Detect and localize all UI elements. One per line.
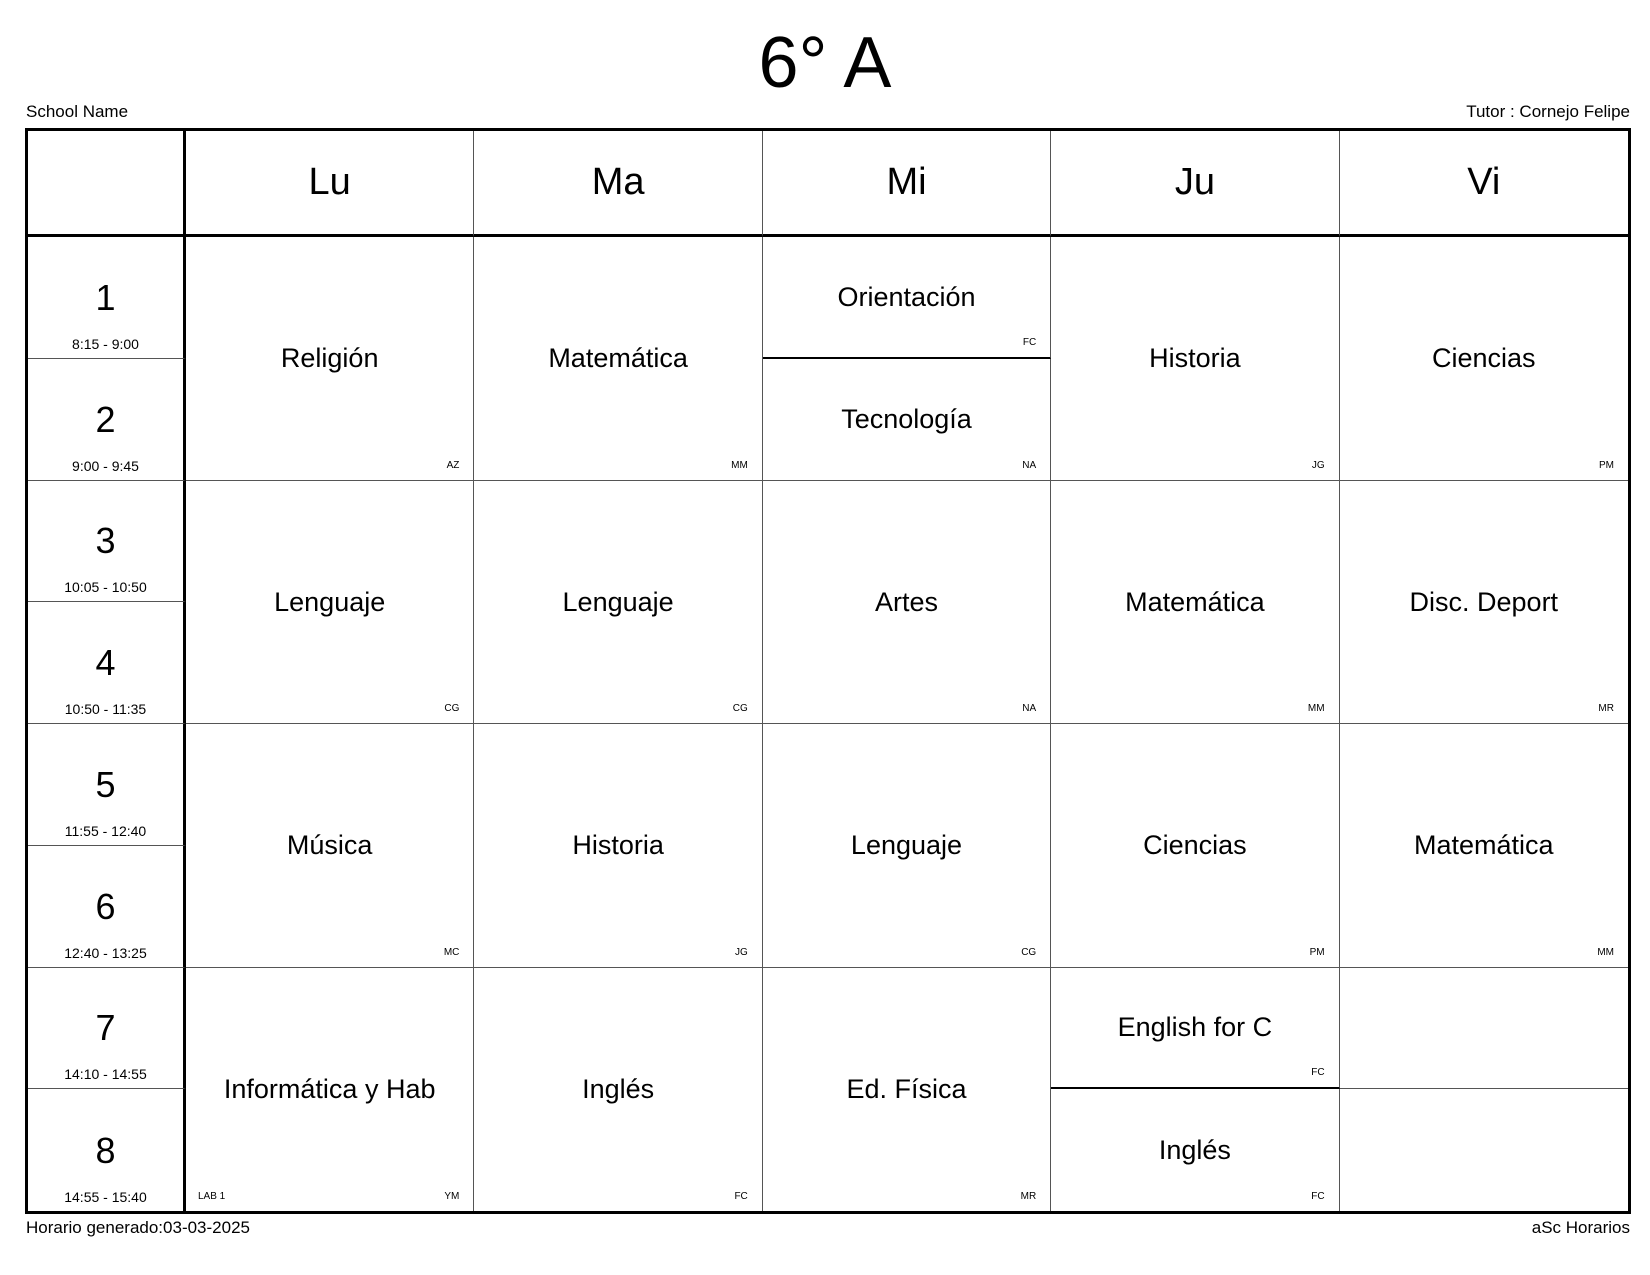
- software-credit: aSc Horarios: [1531, 1218, 1630, 1237]
- teacher-code: MC: [443, 946, 460, 958]
- period-time: 11:55 - 12:40: [64, 822, 147, 839]
- subject-name: Ciencias: [1432, 343, 1536, 374]
- lesson-cell[interactable]: [1051, 724, 1339, 968]
- period-number: 7: [95, 1007, 116, 1049]
- teacher-code: CG: [732, 703, 748, 714]
- subject-name: Lenguaje: [274, 586, 386, 617]
- period-cell: [28, 237, 186, 359]
- subject-name: Religión: [280, 343, 379, 374]
- period-number: 8: [95, 1130, 116, 1171]
- period-cell: [28, 1089, 186, 1211]
- period-time: 14:55 - 15:40: [64, 1189, 147, 1205]
- lesson-cell[interactable]: [186, 481, 474, 725]
- subject-name: Tecnología: [841, 404, 972, 435]
- lesson-cell[interactable]: [763, 359, 1051, 481]
- teacher-code: NA: [1022, 459, 1037, 471]
- period-cell: [28, 359, 186, 481]
- teacher-code: MR: [1598, 703, 1614, 714]
- empty-slot[interactable]: [1340, 1089, 1628, 1211]
- teacher-code: FC: [1311, 1067, 1325, 1079]
- lesson-cell[interactable]: [186, 724, 474, 968]
- period-cell: [28, 724, 186, 846]
- subject-name: Historia: [1149, 343, 1241, 374]
- subject-name: Informática y Hab: [223, 1074, 436, 1105]
- page-title: 6° A: [758, 23, 892, 103]
- teacher-code: FC: [734, 1191, 748, 1202]
- period-time: 14:10 - 14:55: [64, 1066, 147, 1083]
- lesson-cell[interactable]: [1051, 968, 1339, 1090]
- subject-name: Música: [286, 830, 373, 861]
- day-header: Lu: [186, 131, 474, 237]
- timetable-grid: [25, 128, 1631, 1214]
- subject-name: Ed. Física: [846, 1074, 967, 1105]
- subject-name: Inglés: [1158, 1135, 1231, 1166]
- lesson-cell[interactable]: [1340, 481, 1628, 725]
- teacher-code: PM: [1598, 459, 1614, 471]
- lesson-cell[interactable]: [186, 237, 474, 481]
- period-time: 12:40 - 13:25: [64, 944, 147, 961]
- period-time: 10:50 - 11:35: [64, 701, 147, 717]
- subject-name: Historia: [572, 830, 664, 861]
- period-cell: [28, 846, 186, 968]
- teacher-code: PM: [1309, 946, 1325, 958]
- empty-slot[interactable]: [1340, 968, 1628, 1090]
- teacher-code: MM: [1597, 946, 1614, 958]
- subject-name: Orientación: [837, 281, 976, 312]
- lesson-cell[interactable]: [474, 237, 762, 481]
- subject-name: English for C: [1117, 1012, 1273, 1043]
- teacher-code: JG: [735, 946, 748, 958]
- lesson-cell[interactable]: [474, 968, 762, 1212]
- subject-name: Lenguaje: [850, 830, 963, 861]
- subject-name: Matemática: [1414, 830, 1554, 861]
- lesson-cell[interactable]: [1051, 1089, 1339, 1211]
- day-header: Ma: [474, 131, 762, 237]
- teacher-code: JG: [1311, 459, 1325, 471]
- generated-date: Horario generado:03-03-2025: [26, 1218, 250, 1237]
- period-time: 9:00 - 9:45: [72, 457, 139, 474]
- teacher-code: FC: [1311, 1191, 1325, 1202]
- lesson-cell[interactable]: [474, 481, 762, 725]
- day-header: Mi: [763, 131, 1051, 237]
- subject-name: Inglés: [582, 1074, 655, 1105]
- day-header: Vi: [1340, 131, 1628, 237]
- subject-name: Artes: [874, 586, 938, 617]
- subject-name: Lenguaje: [562, 586, 674, 617]
- subject-name: Disc. Deport: [1409, 586, 1559, 617]
- tutor-label: Tutor : Cornejo Felipe: [1466, 102, 1630, 121]
- lesson-cell[interactable]: [1340, 237, 1628, 481]
- lesson-cell[interactable]: [186, 968, 474, 1212]
- period-number: 3: [95, 520, 116, 562]
- period-number: 4: [95, 642, 116, 683]
- teacher-code: MM: [731, 459, 748, 471]
- lesson-cell[interactable]: [1051, 481, 1339, 725]
- school-name: School Name: [26, 102, 129, 121]
- teacher-code: CG: [444, 703, 460, 714]
- period-time: 8:15 - 9:00: [72, 335, 139, 352]
- teacher-code: YM: [444, 1191, 460, 1202]
- lesson-cell[interactable]: [763, 724, 1051, 968]
- period-cell: [28, 968, 186, 1090]
- subject-name: Matemática: [548, 343, 688, 374]
- period-time: 10:05 - 10:50: [64, 579, 147, 596]
- corner-cell: [28, 131, 186, 237]
- teacher-code: FC: [1022, 336, 1037, 348]
- period-cell: [28, 481, 186, 603]
- period-number: 5: [95, 763, 116, 805]
- subject-name: Ciencias: [1143, 830, 1247, 861]
- teacher-code: MR: [1020, 1191, 1037, 1202]
- lesson-cell[interactable]: [763, 481, 1051, 725]
- lesson-cell[interactable]: [474, 724, 762, 968]
- period-cell: [28, 602, 186, 724]
- period-number: 2: [95, 398, 116, 440]
- teacher-code: NA: [1022, 703, 1037, 714]
- subject-name: Matemática: [1125, 586, 1265, 617]
- teacher-code: MM: [1307, 703, 1325, 714]
- room-code: LAB 1: [198, 1191, 226, 1202]
- day-header: Ju: [1051, 131, 1339, 237]
- period-number: 1: [95, 276, 116, 318]
- teacher-code: CG: [1021, 946, 1037, 958]
- lesson-cell[interactable]: [763, 237, 1051, 359]
- period-number: 6: [95, 885, 116, 927]
- lesson-cell[interactable]: [1340, 724, 1628, 968]
- teacher-code: AZ: [446, 459, 460, 471]
- lesson-cell[interactable]: [763, 968, 1051, 1212]
- lesson-cell[interactable]: [1051, 237, 1339, 481]
